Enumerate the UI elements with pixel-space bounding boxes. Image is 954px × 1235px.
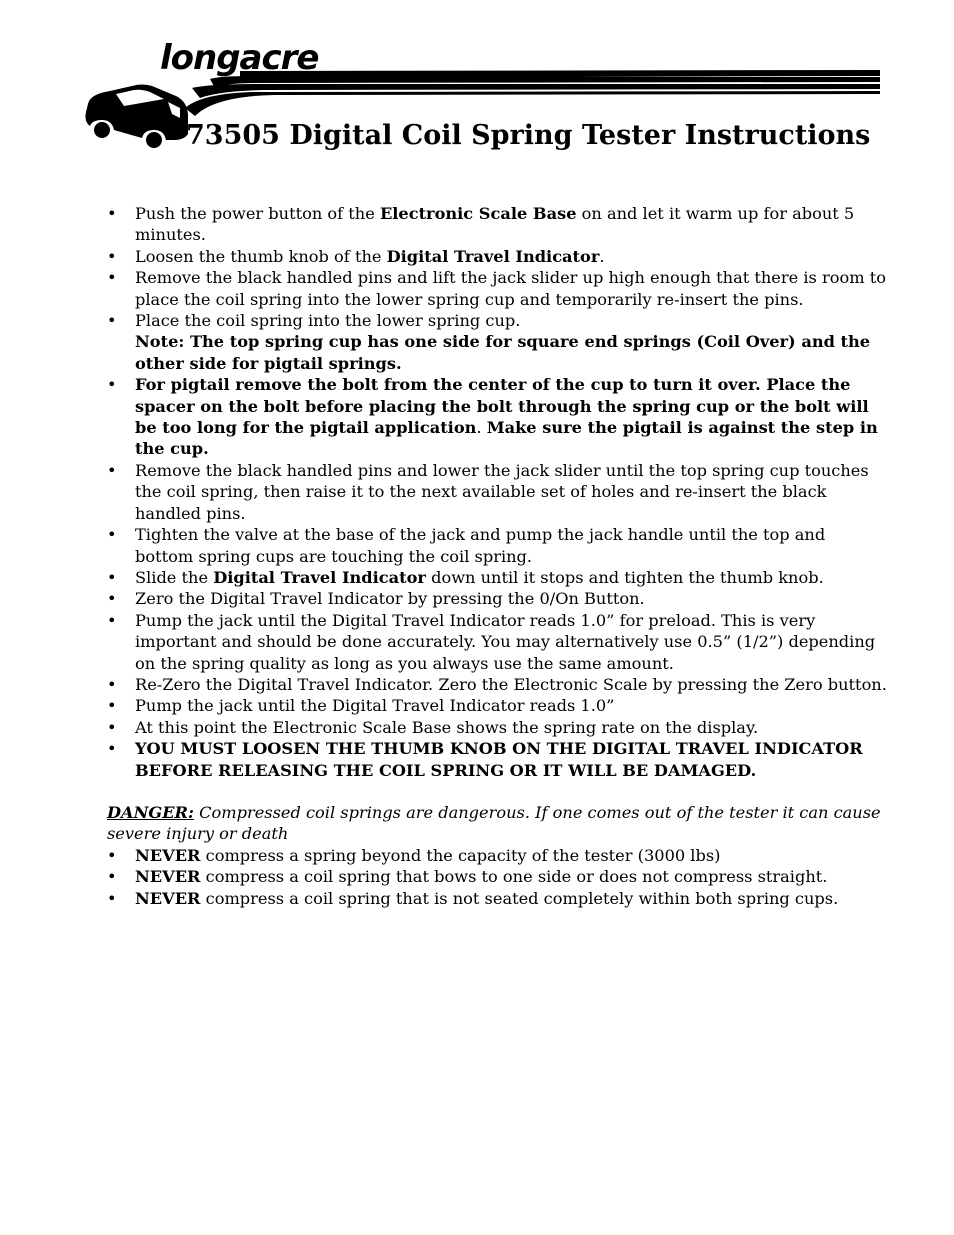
page-title: 73505 Digital Coil Spring Tester Instructions: [186, 120, 871, 151]
bullet-icon: •: [107, 717, 117, 737]
list-item: • Remove the black handled pins and lower the jack slider until the top spring cup touches the coil spring, then raise it to the next available set of holes and re-insert the black handled pins.: [107, 460, 869, 523]
loosen-warning: YOU MUST LOOSEN THE THUMB KNOB ON THE DIGITAL TRAVEL INDICATOR BEFORE RELEASING THE COIL SPRING OR IT WILL BE DAMAGED.: [135, 739, 863, 780]
bullet-icon: •: [107, 375, 117, 395]
digital-travel-indicator-term: Digital Travel Indicator: [386, 246, 600, 266]
electronic-scale-base-term: Electronic Scale Base: [379, 204, 577, 223]
list-item: • Pump the jack until the Digital Travel Indicator reads 1.0”: [107, 696, 615, 716]
bullet-icon: •: [107, 696, 117, 716]
list-item: • Tighten the valve at the base of the jack and pump the jack handle until the top and bottom spring cups are touching the coil spring.: [107, 525, 826, 566]
list-item: • Loosen the thumb knob of the Digital Travel Indicator.: [107, 246, 605, 266]
never-list: [107, 845, 887, 909]
list-item: • Push the power button of the Electronic Scale Base on and let it warm up for about 5 minutes.: [107, 204, 855, 245]
list-item: • Pump the jack until the Digital Travel Indicator reads 1.0” for preload. This is very important and should be done accurately. You may alternatively use 0.5” (1/2”) depending on the spring quality as long as you always use the same amount.: [107, 610, 876, 673]
list-item: • Zero the Digital Travel Indicator by pressing the 0/On Button.: [107, 589, 645, 609]
bullet-icon: •: [107, 246, 117, 266]
list-item: • Remove the black handled pins and lift the jack slider up high enough that there is room to place the coil spring into the lower spring cup and temporarily re-insert the pins.: [107, 268, 886, 309]
bullet-icon: •: [107, 739, 117, 759]
digital-travel-indicator-term: Digital Travel Indicator: [213, 567, 426, 587]
list-item: • Place the coil spring into the lower spring cup.: [107, 311, 521, 331]
list-item: • Slide the Digital Travel Indicator down until it stops and tighten the thumb knob.: [107, 567, 824, 587]
list-item: [107, 738, 887, 781]
list-item: • Re-Zero the Digital Travel Indicator. Zero the Electronic Scale by pressing the Zero button.: [107, 674, 887, 694]
bullet-icon: •: [107, 460, 117, 480]
bullet-icon: •: [107, 867, 117, 887]
bullet-icon: •: [107, 888, 117, 908]
bullet-icon: •: [107, 268, 117, 288]
list-item: • NEVER compress a spring beyond the capacity of the tester (3000 lbs): [107, 845, 721, 865]
bullet-icon: •: [107, 610, 117, 630]
instructions-body: [107, 203, 887, 909]
bullet-icon: •: [107, 525, 117, 545]
danger-warning: DANGER: Compressed coil springs are dangerous. If one comes out of the tester it can cause severe injury or death: [107, 802, 881, 844]
bullet-icon: •: [107, 311, 117, 331]
instruction-steps: [107, 203, 887, 781]
bullet-icon: •: [107, 845, 117, 865]
spring-cup-note: Note: The top spring cup has one side for square end springs (Coil Over) and the other side for pigtail springs.: [135, 332, 871, 373]
list-item: • NEVER compress a coil spring that bows to one side or does not compress straight.: [107, 867, 828, 887]
list-item: • NEVER compress a coil spring that is not seated completely within both spring cups.: [107, 888, 839, 908]
document-header: [0, 0, 954, 170]
bullet-icon: •: [107, 204, 117, 223]
list-item: • For pigtail remove the bolt from the center of the cup to turn it over. Place the spacer on the bolt before placing the bolt through the spring cup or the bolt will be too long for the pigtail application. Make sure the pigtail is against the step in the cup.: [107, 375, 878, 459]
bullet-icon: •: [107, 674, 117, 694]
bullet-icon: •: [107, 589, 117, 609]
danger-label: DANGER:: [107, 802, 194, 822]
longacre-logo: longacre: [160, 38, 319, 78]
bullet-icon: •: [107, 567, 117, 587]
list-item: • At this point the Electronic Scale Base shows the spring rate on the display.: [107, 717, 759, 737]
